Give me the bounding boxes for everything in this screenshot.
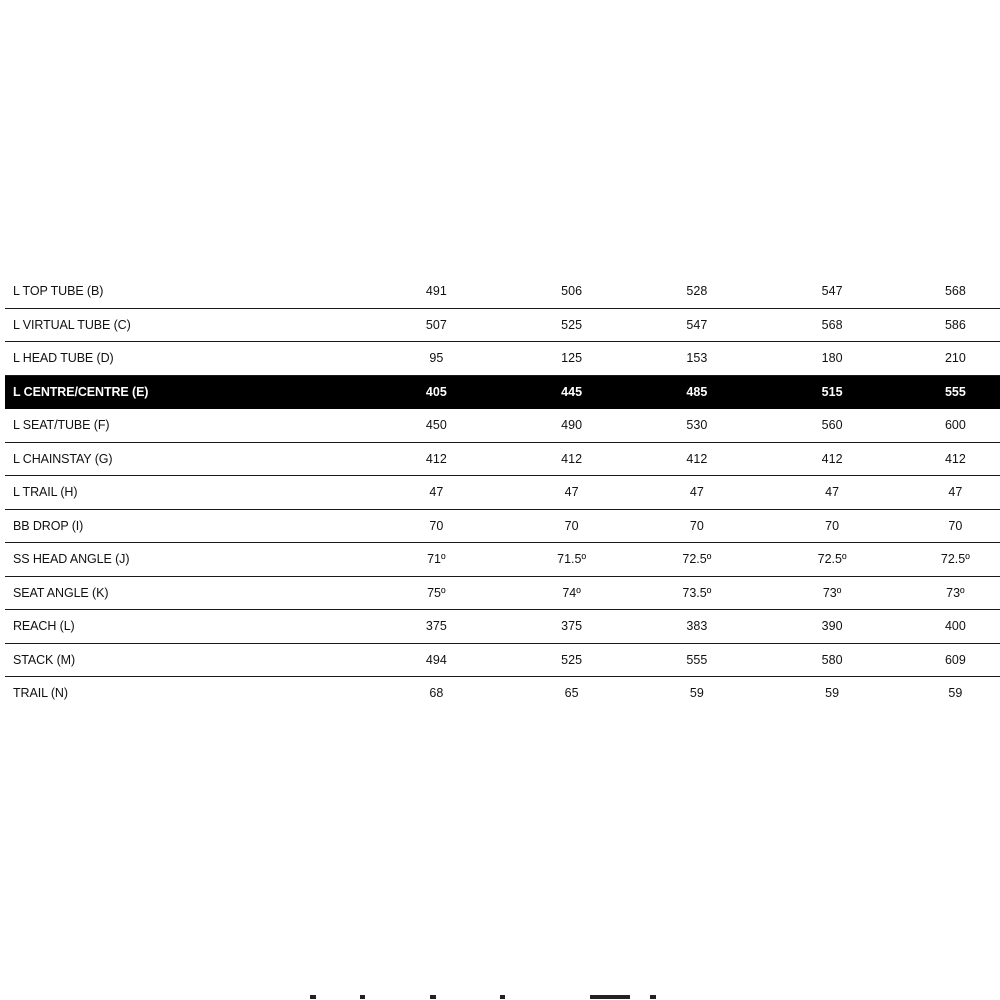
row-value-size-4 xyxy=(749,677,874,710)
row-label: BB DROP (I) xyxy=(5,509,374,543)
row-value-size-3 xyxy=(624,275,749,308)
cell-value: 525 xyxy=(561,317,583,332)
row-label: L SEAT/TUBE (F) xyxy=(5,409,374,443)
cell-value: 586 xyxy=(944,317,966,332)
cell-value: 70 xyxy=(948,518,963,533)
cell-value: 494 xyxy=(425,652,447,667)
row-value-size-3 xyxy=(624,442,749,476)
table-row xyxy=(5,643,1000,677)
cell-value: 568 xyxy=(821,317,843,332)
cell-value: 390 xyxy=(821,619,843,634)
cell-value: 528 xyxy=(686,284,708,299)
row-value-size-3 xyxy=(624,308,749,342)
row-value-size-3 xyxy=(624,375,749,409)
cell-value: 547 xyxy=(686,317,708,332)
cell-value: 59 xyxy=(825,686,840,701)
cell-value: 72.5º xyxy=(817,552,847,567)
row-value-size-4 xyxy=(749,543,874,577)
row-value-size-1 xyxy=(374,342,499,376)
row-label: TRAIL (N) xyxy=(13,686,68,701)
row-value-size-2 xyxy=(499,677,624,710)
table-row xyxy=(5,476,1000,510)
cell-value: 412 xyxy=(425,451,447,466)
cell-value: 71.5º xyxy=(557,552,587,567)
cell-value: 506 xyxy=(561,284,583,299)
row-value-size-3 xyxy=(624,409,749,443)
cell-value: 555 xyxy=(944,384,966,399)
row-label: SS HEAD ANGLE (J) xyxy=(5,543,374,577)
cell-value: 412 xyxy=(944,451,966,466)
row-value-size-4 xyxy=(749,576,874,610)
cell-value: 555 xyxy=(686,652,708,667)
cell-value: 560 xyxy=(821,418,843,433)
row-label: SEAT ANGLE (K) xyxy=(5,576,374,610)
row-value-size-1 xyxy=(374,643,499,677)
row-value-size-5 xyxy=(875,409,1000,443)
row-value-size-2 xyxy=(499,509,624,543)
table-row xyxy=(5,342,1000,376)
cell-value: 59 xyxy=(689,686,704,701)
cell-value: 507 xyxy=(425,317,447,332)
row-label: L CENTRE/CENTRE (E) xyxy=(5,375,374,409)
cell-value: 412 xyxy=(686,451,708,466)
cell-value: 412 xyxy=(821,451,843,466)
row-value-size-4 xyxy=(749,643,874,677)
cell-value: 383 xyxy=(686,619,708,634)
cell-value: 70 xyxy=(825,518,840,533)
cell-value: 73º xyxy=(822,585,842,600)
row-value-size-1 xyxy=(374,677,499,710)
cell-value: 47 xyxy=(948,485,963,500)
cell-value: 47 xyxy=(564,485,579,500)
row-value-size-1 xyxy=(374,476,499,510)
cell-value: 73º xyxy=(946,585,965,600)
row-label: L TOP TUBE (B) xyxy=(5,275,374,308)
row-value-size-2 xyxy=(499,308,624,342)
cell-value: 70 xyxy=(564,518,579,533)
table-row xyxy=(5,576,1000,610)
cell-value: 547 xyxy=(821,284,843,299)
cell-value: 600 xyxy=(944,418,966,433)
row-value-size-4 xyxy=(749,610,874,644)
row-value-size-2 xyxy=(499,342,624,376)
cell-value: 47 xyxy=(429,485,444,500)
row-value-size-4 xyxy=(749,308,874,342)
row-value-size-2 xyxy=(499,643,624,677)
cell-value: 210 xyxy=(944,351,966,366)
cell-value: 490 xyxy=(561,418,583,433)
row-label: L CHAINSTAY (G) xyxy=(5,442,374,476)
row-label: L TRAIL (H) xyxy=(5,476,374,510)
cell-value: 568 xyxy=(944,284,966,299)
cell-value: 485 xyxy=(686,384,708,399)
cell-value: 530 xyxy=(686,418,708,433)
geometry-table-body xyxy=(5,275,1000,710)
table-row xyxy=(5,375,1000,409)
row-value-size-4 xyxy=(749,342,874,376)
row-label: L VIRTUAL TUBE (C) xyxy=(5,308,374,342)
cell-value: 515 xyxy=(821,384,843,399)
cell-value: 125 xyxy=(561,351,583,366)
table-row xyxy=(5,610,1000,644)
row-value-size-5 xyxy=(875,509,1000,543)
row-value-size-1 xyxy=(374,375,499,409)
cell-value: 47 xyxy=(689,485,704,500)
cell-value: 450 xyxy=(425,418,447,433)
cell-value: 72.5º xyxy=(682,552,712,567)
cell-value: 74º xyxy=(562,585,581,600)
row-value-size-2 xyxy=(499,442,624,476)
row-value-size-5 xyxy=(875,442,1000,476)
row-value-size-4 xyxy=(749,375,874,409)
row-value-size-1 xyxy=(374,275,499,308)
cell-value: 491 xyxy=(425,284,447,299)
row-value-size-3 xyxy=(624,543,749,577)
cell-value: 580 xyxy=(821,652,843,667)
row-value-size-3 xyxy=(624,610,749,644)
row-value-size-3 xyxy=(624,476,749,510)
row-value-size-4 xyxy=(749,509,874,543)
cell-value: 95 xyxy=(429,351,444,366)
cell-value: 405 xyxy=(425,384,447,399)
table-row xyxy=(5,543,1000,577)
cell-value: 445 xyxy=(561,384,583,399)
row-label: STACK (M) xyxy=(5,643,374,677)
cell-value: 47 xyxy=(825,485,840,500)
row-value-size-1 xyxy=(374,509,499,543)
row-value-size-3 xyxy=(624,643,749,677)
cropped-footer-fragment xyxy=(300,992,680,1000)
cell-value: 525 xyxy=(561,652,583,667)
cell-value: 375 xyxy=(561,619,583,634)
row-value-size-3 xyxy=(624,509,749,543)
cell-value: 70 xyxy=(689,518,704,533)
table-row xyxy=(5,308,1000,342)
cell-value: 153 xyxy=(686,351,708,366)
row-value-size-5 xyxy=(875,643,1000,677)
table-row xyxy=(5,442,1000,476)
cell-value: 68 xyxy=(429,686,444,701)
row-value-size-5 xyxy=(875,476,1000,510)
row-value-size-5 xyxy=(875,677,1000,710)
cell-value: 71º xyxy=(427,552,446,567)
row-value-size-5 xyxy=(875,275,1000,308)
geometry-table xyxy=(5,275,1000,710)
row-value-size-4 xyxy=(749,442,874,476)
row-value-size-5 xyxy=(875,375,1000,409)
row-value-size-2 xyxy=(499,409,624,443)
cell-value: 72.5º xyxy=(940,552,970,567)
row-label: L HEAD TUBE (D) xyxy=(5,342,374,376)
row-value-size-2 xyxy=(499,543,624,577)
row-value-size-4 xyxy=(749,476,874,510)
row-value-size-4 xyxy=(749,275,874,308)
cell-value: 400 xyxy=(944,619,966,634)
row-value-size-4 xyxy=(749,409,874,443)
table-row xyxy=(5,509,1000,543)
cell-value: 59 xyxy=(948,686,963,701)
row-value-size-5 xyxy=(875,610,1000,644)
row-label: REACH (L) xyxy=(5,610,374,644)
row-value-size-1 xyxy=(374,442,499,476)
table-row xyxy=(5,409,1000,443)
row-value-size-2 xyxy=(499,275,624,308)
cell-value: 412 xyxy=(561,451,583,466)
cell-value: 75º xyxy=(427,585,446,600)
row-value-size-2 xyxy=(499,375,624,409)
row-value-size-5 xyxy=(875,543,1000,577)
cell-value: 375 xyxy=(425,619,447,634)
cell-value: 180 xyxy=(821,351,843,366)
row-value-size-2 xyxy=(499,610,624,644)
row-value-size-3 xyxy=(624,576,749,610)
row-value-size-1 xyxy=(374,308,499,342)
row-value-size-3 xyxy=(624,342,749,376)
cell-value: 65 xyxy=(564,686,579,701)
table-row xyxy=(5,275,1000,308)
row-value-size-1 xyxy=(374,543,499,577)
row-value-size-2 xyxy=(499,576,624,610)
row-value-size-1 xyxy=(374,610,499,644)
cell-value: 609 xyxy=(944,652,966,667)
row-value-size-1 xyxy=(374,576,499,610)
row-value-size-3 xyxy=(624,677,749,710)
cell-value: 70 xyxy=(429,518,444,533)
row-value-size-5 xyxy=(875,576,1000,610)
row-value-size-2 xyxy=(499,476,624,510)
row-value-size-5 xyxy=(875,308,1000,342)
cell-value: 73.5º xyxy=(682,585,712,600)
row-value-size-5 xyxy=(875,342,1000,376)
table-row xyxy=(5,677,1000,710)
row-value-size-1 xyxy=(374,409,499,443)
